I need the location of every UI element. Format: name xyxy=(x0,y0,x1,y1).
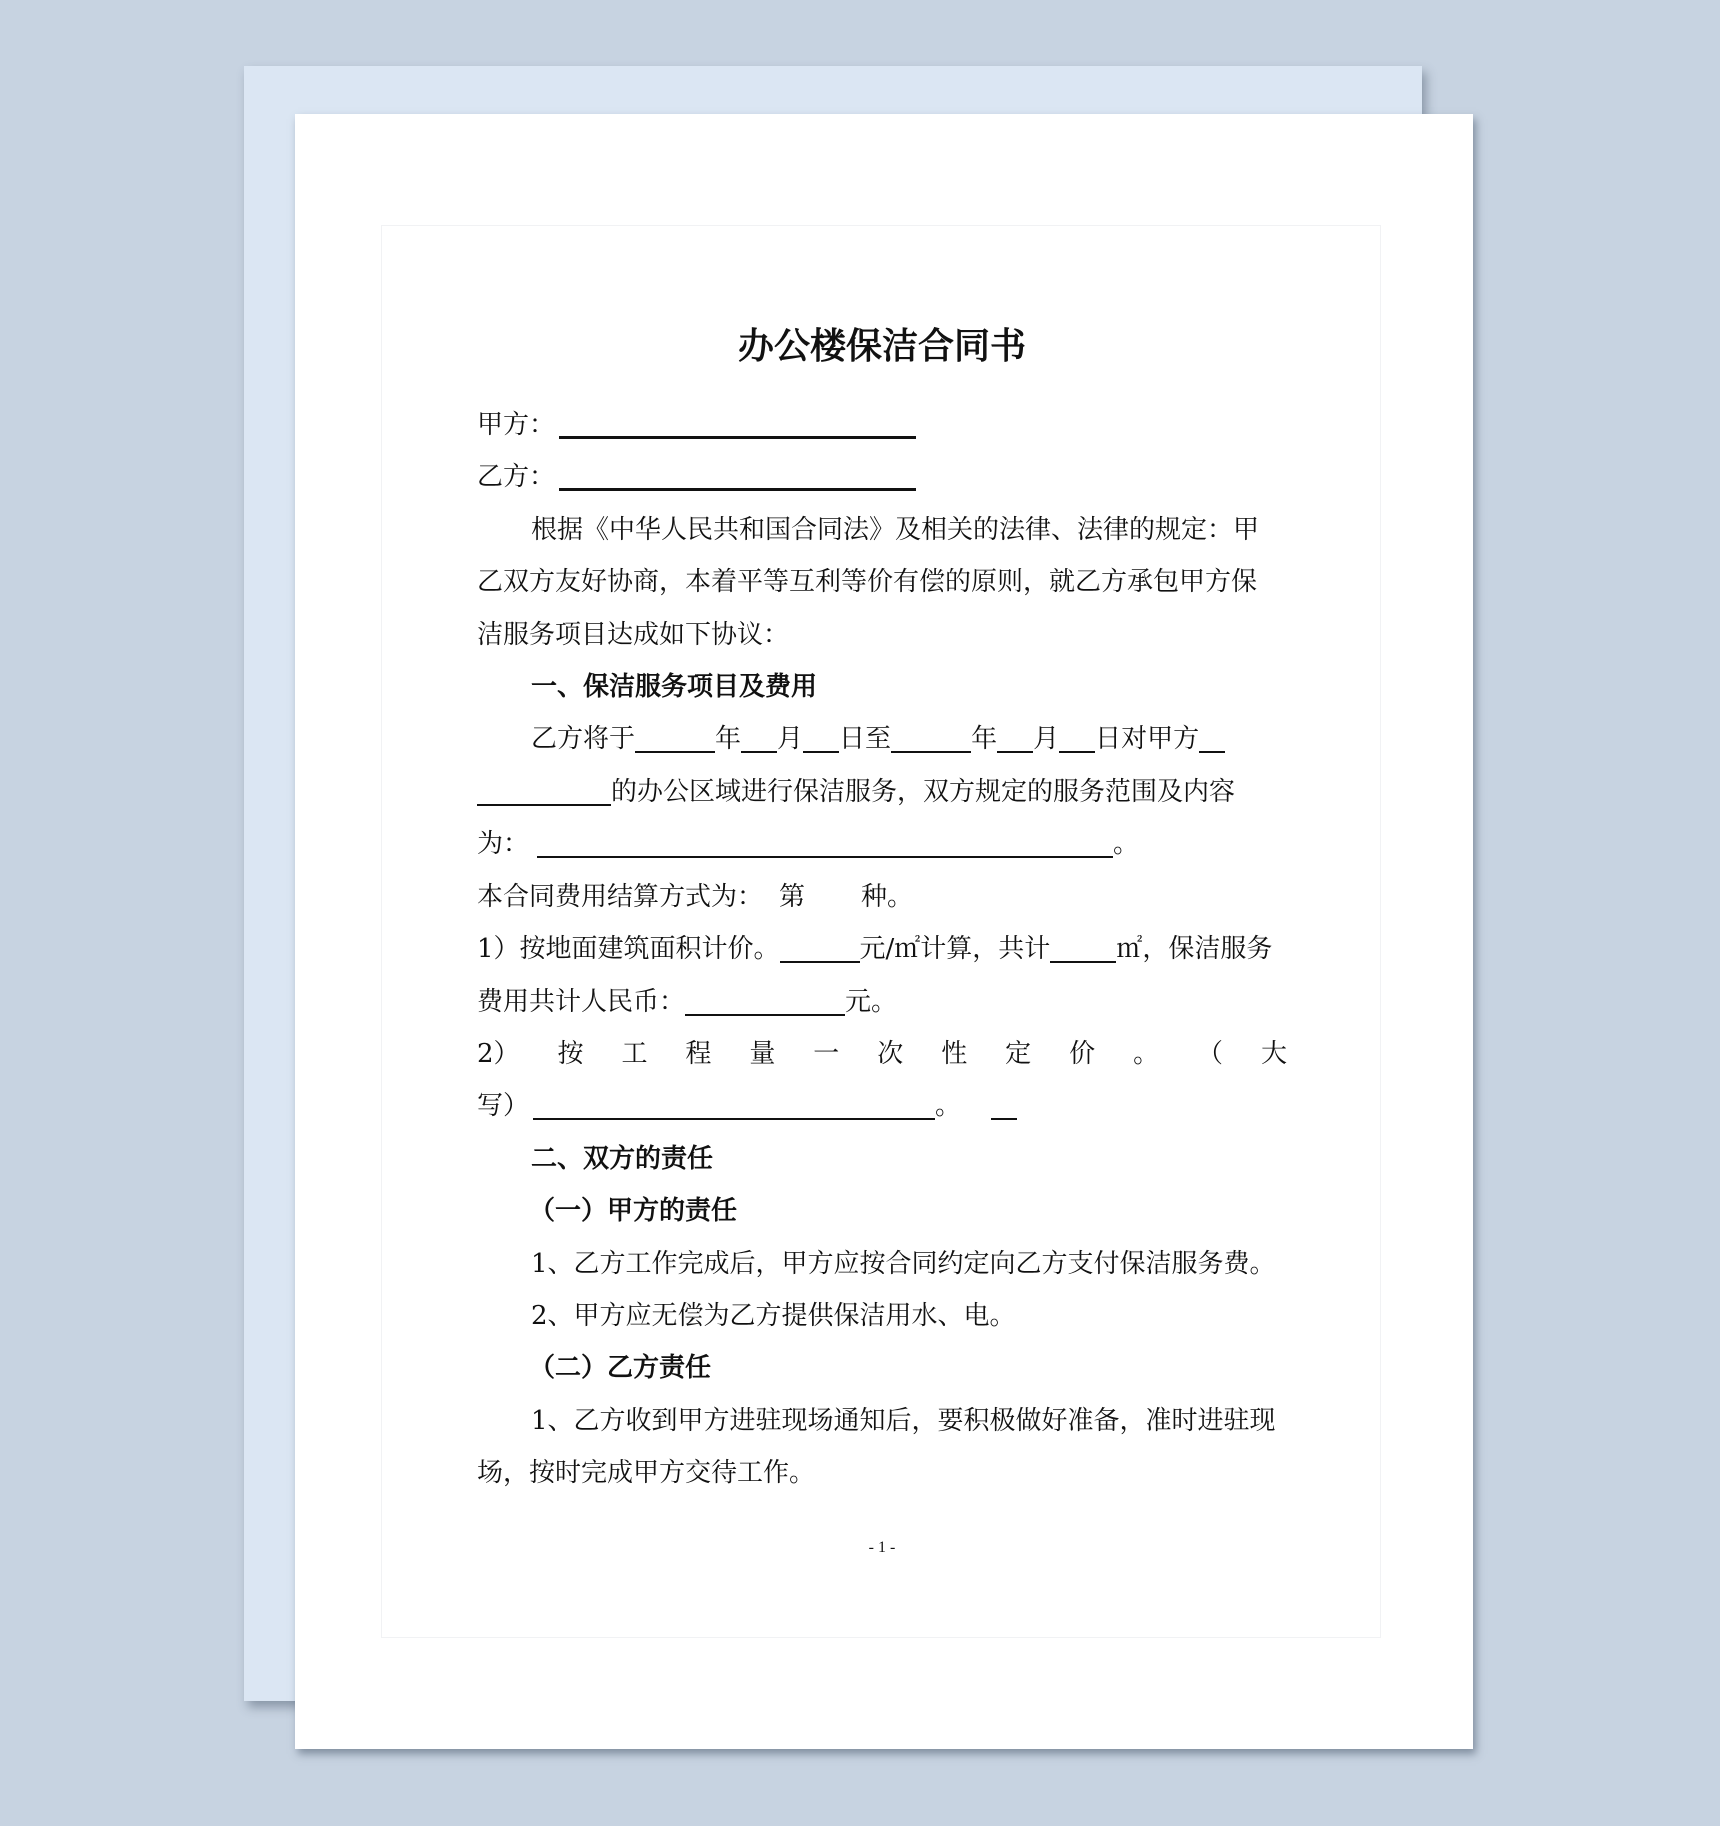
extra-blank[interactable] xyxy=(991,1088,1017,1120)
option-2-char: 程 xyxy=(685,1039,712,1069)
option-2-char: 2） xyxy=(477,1039,520,1069)
scope-prefix: 为： xyxy=(477,829,530,859)
section-2a-item-2: 2、甲方应无偿为乙方提供保洁用水、电。 xyxy=(531,1301,1016,1331)
option-1-total-label: 费用共计人民币： xyxy=(477,987,686,1017)
party-b-label: 乙方： xyxy=(477,462,556,492)
settlement-label: 本合同费用结算方式为： xyxy=(477,882,764,912)
option-1-unit-text: 元/㎡计算，共计 xyxy=(859,934,1051,964)
start-day-blank[interactable] xyxy=(803,721,839,753)
schedule-end-year-label: 年 xyxy=(971,724,998,754)
party-a-line xyxy=(477,399,1287,451)
start-year-blank[interactable] xyxy=(635,721,715,753)
scope-text: 的办公区域进行保洁服务，双方规定的服务范围及内容 xyxy=(611,777,1236,807)
party-a-blank[interactable] xyxy=(559,406,916,439)
option-2-char: 价 xyxy=(1069,1039,1096,1069)
schedule-line xyxy=(477,713,1287,765)
scope-suffix: 。 xyxy=(1113,829,1140,859)
schedule-month-label: 月 xyxy=(777,724,804,754)
unit-price-blank[interactable] xyxy=(780,931,860,963)
section-2b-item-1-cont: 场，按时完成甲方交待工作。 xyxy=(477,1458,816,1488)
section-2a-heading: （一）甲方的责任 xyxy=(529,1196,738,1226)
area-blank[interactable] xyxy=(1050,931,1116,963)
section-1-heading: 一、保洁服务项目及费用 xyxy=(531,672,818,702)
option-2-char: 性 xyxy=(941,1039,968,1069)
schedule-text-end: 日对甲方 xyxy=(1095,724,1200,754)
document-title: 办公楼保洁合同书 xyxy=(737,326,1026,367)
party-a-label: 甲方： xyxy=(477,410,556,440)
party-b-blank[interactable] xyxy=(559,458,916,491)
section-2b-item-1: 1、乙方收到甲方进驻现场通知后，要积极做好准备，准时进驻现 xyxy=(531,1406,1276,1436)
settlement-zhong: 种。 xyxy=(861,882,914,912)
schedule-end-month-label: 月 xyxy=(1033,724,1060,754)
option-2-char: 工 xyxy=(621,1039,648,1069)
end-month-blank[interactable] xyxy=(997,721,1033,753)
option-2-char: 一 xyxy=(813,1039,840,1069)
option-1-text: 1）按地面建筑面积计价。 xyxy=(477,934,780,964)
party-a-location-blank-start[interactable] xyxy=(1199,721,1225,753)
option-2-line xyxy=(477,1028,1287,1080)
scope-content-line xyxy=(477,818,1287,870)
section-2a-item-1: 1、乙方工作完成后，甲方应按合同约定向乙方支付保洁服务费。 xyxy=(531,1249,1276,1279)
settlement-line xyxy=(477,871,1287,923)
section-2-heading: 二、双方的责任 xyxy=(531,1144,714,1174)
option-2-amount-line xyxy=(477,1080,1287,1132)
party-a-location-blank[interactable] xyxy=(477,774,611,806)
scope-content-blank[interactable] xyxy=(537,826,1113,858)
schedule-text-1: 乙方将于 xyxy=(531,724,636,754)
option-2-char: 量 xyxy=(749,1039,776,1069)
option-2-char: 大 xyxy=(1260,1039,1287,1069)
section-2b-heading: （二）乙方责任 xyxy=(529,1353,712,1383)
schedule-to-label: 日至 xyxy=(839,724,892,754)
option-2-char: 按 xyxy=(557,1039,584,1069)
schedule-year-label: 年 xyxy=(715,724,742,754)
total-amount-blank[interactable] xyxy=(685,984,845,1016)
preamble-line-3: 洁服务项目达成如下协议： xyxy=(477,620,790,650)
page-number: - 1 - xyxy=(868,1539,896,1556)
end-day-blank[interactable] xyxy=(1059,721,1095,753)
preamble-line-1: 根据《中华人民共和国合同法》及相关的法律、法律的规定：甲 xyxy=(531,515,1260,545)
option-2-char: 次 xyxy=(877,1039,904,1069)
option-2-amount-suffix: 。 xyxy=(935,1091,962,1121)
document-page xyxy=(295,114,1473,1749)
option-1-line xyxy=(477,923,1287,975)
option-2-char: 定 xyxy=(1005,1039,1032,1069)
option-2-char: 。 xyxy=(1133,1039,1160,1069)
capital-amount-blank[interactable] xyxy=(533,1088,935,1120)
party-b-line xyxy=(477,451,1287,503)
start-month-blank[interactable] xyxy=(741,721,777,753)
end-year-blank[interactable] xyxy=(891,721,971,753)
option-2-char: （ xyxy=(1197,1039,1224,1069)
option-1-area-text: ㎡，保洁服务 xyxy=(1116,934,1273,964)
option-2-amount-label: 写） xyxy=(477,1091,530,1121)
document-body xyxy=(477,114,1287,1749)
option-1-total-suffix: 元。 xyxy=(845,987,898,1017)
scope-line xyxy=(477,766,1287,818)
preamble-line-2: 乙双方友好协商，本着平等互利等价有偿的原则，就乙方承包甲方保 xyxy=(477,567,1258,597)
settlement-di: 第 xyxy=(779,882,806,912)
option-1-total-line xyxy=(477,976,1287,1028)
